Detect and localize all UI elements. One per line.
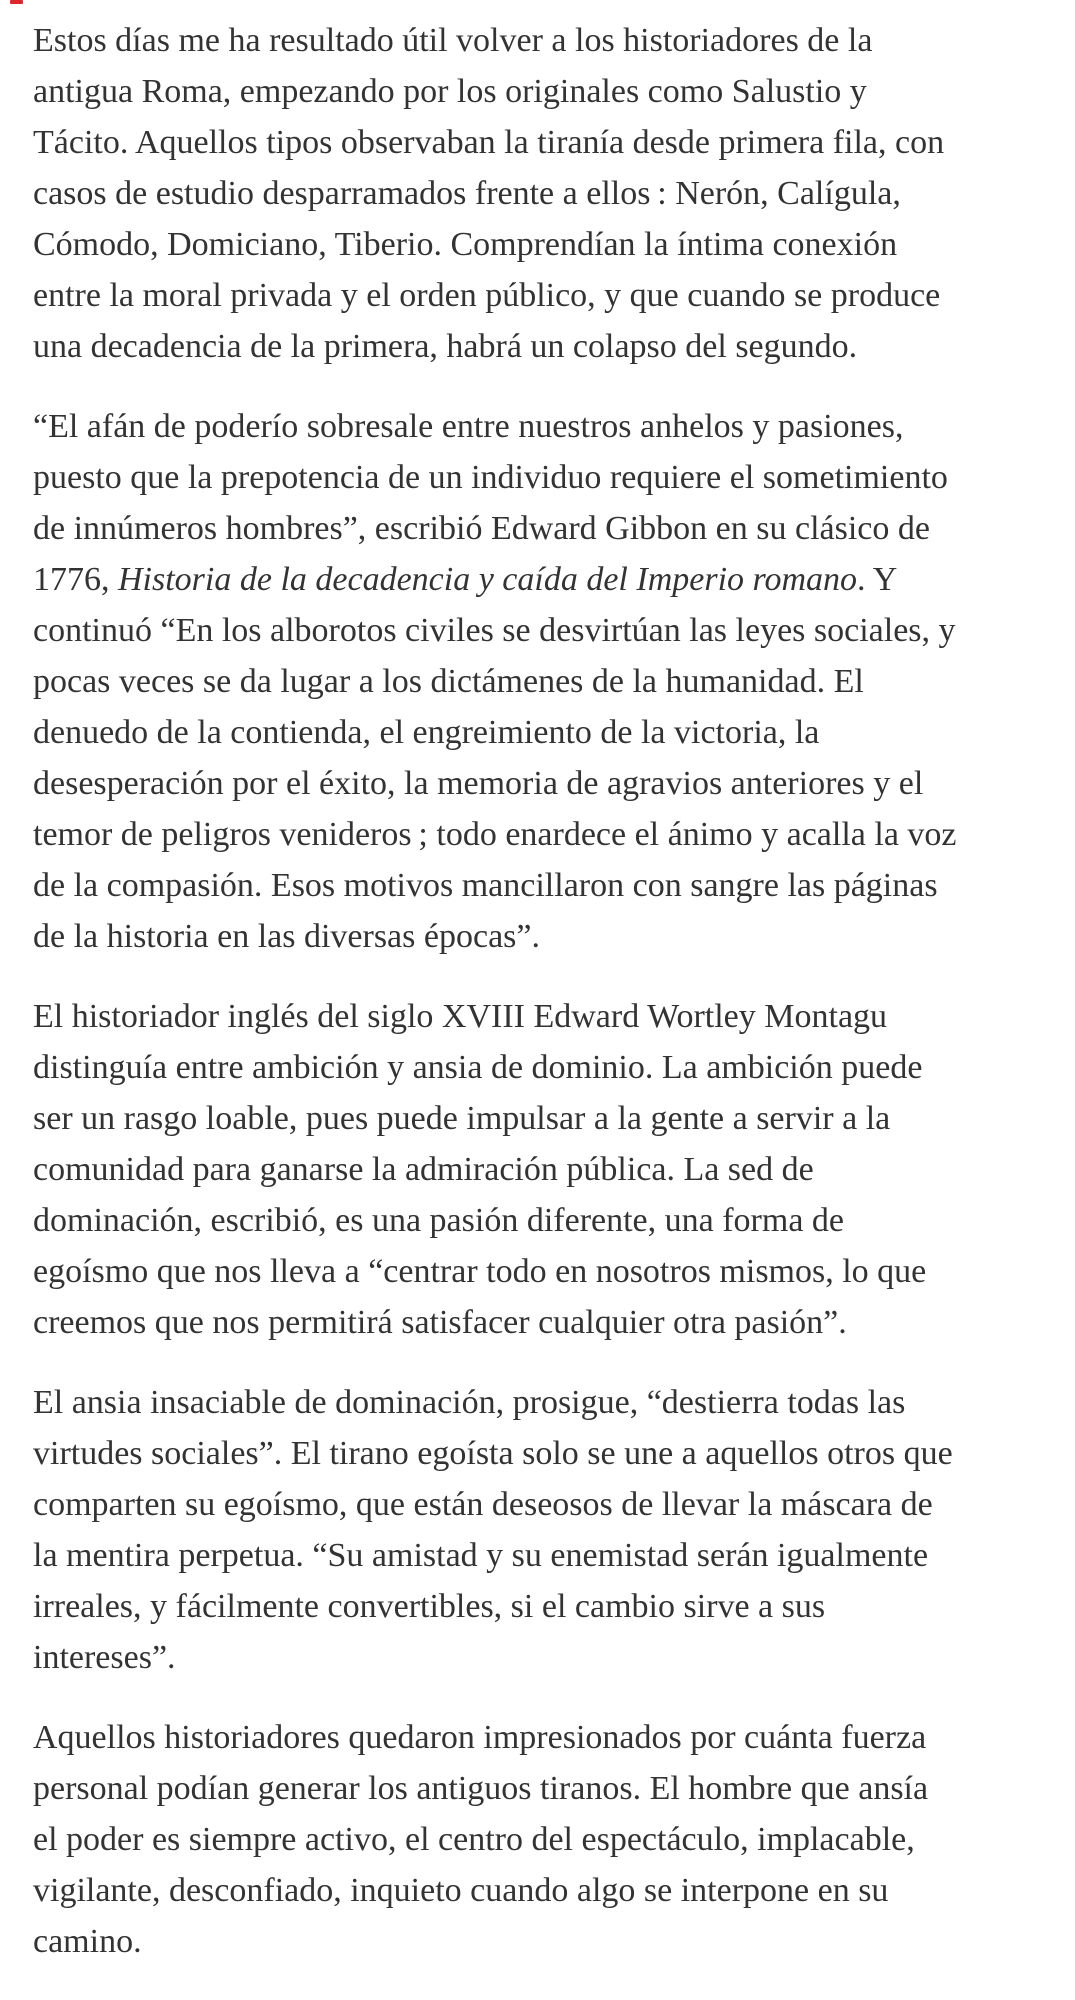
- text-segment: Cómodo, Domiciano, Tiberio. Comprendían la íntima conexión: [33, 226, 898, 263]
- paragraph: [33, 15, 1047, 372]
- text-segment: personal podían generar los antiguos tiranos. El hombre que ansía: [33, 1770, 929, 1807]
- text-segment: antigua Roma, empezando por los originales como Salustio y: [33, 73, 867, 110]
- text-segment: entre la moral privada y el orden público, y que cuando se produce: [33, 277, 941, 314]
- text-segment: “El afán de poderío sobresale entre nuestros anhelos y pasiones,: [33, 408, 904, 445]
- clipped-red-fragment: [10, 0, 23, 4]
- text-segment: camino.: [33, 1923, 142, 1960]
- text-segment: la mentira perpetua. “Su amistad y su enemistad serán igualmente: [33, 1537, 929, 1574]
- paragraph: [33, 1377, 1047, 1683]
- text-segment: intereses”.: [33, 1639, 176, 1676]
- text-segment: casos de estudio desparramados frente a ellos : Nerón, Calígula,: [33, 175, 901, 212]
- text-segment: El historiador inglés del siglo XVIII Edward Wortley Montagu: [33, 998, 888, 1035]
- text-segment: comparten su egoísmo, que están deseosos de llevar la máscara de: [33, 1486, 933, 1523]
- text-segment: temor de peligros venideros ; todo enardece el ánimo y acalla la voz: [33, 816, 957, 853]
- book-title: Historia de la decadencia y caída del Imperio romano: [118, 561, 858, 598]
- text-segment: El ansia insaciable de dominación, prosigue, “destierra todas las: [33, 1384, 906, 1421]
- text-segment: ser un rasgo loable, pues puede impulsar a la gente a servir a la: [33, 1100, 891, 1137]
- text-segment: comunidad para ganarse la admiración pública. La sed de: [33, 1151, 814, 1188]
- text-segment: puesto que la prepotencia de un individuo requiere el sometimiento: [33, 459, 948, 496]
- text-segment: distinguía entre ambición y ansia de dominio. La ambición puede: [33, 1049, 923, 1086]
- text-segment: Aquellos historiadores quedaron impresionados por cuánta fuerza: [33, 1719, 927, 1756]
- paragraph: [33, 1712, 1047, 1967]
- text-segment: dominación, escribió, es una pasión diferente, una forma de: [33, 1202, 845, 1239]
- text-segment: Estos días me ha resultado útil volver a los historiadores de la: [33, 22, 873, 59]
- text-segment: irreales, y fácilmente convertibles, si el cambio sirve a sus: [33, 1588, 826, 1625]
- text-segment: desesperación por el éxito, la memoria de agravios anteriores y el: [33, 765, 924, 802]
- paragraph: [33, 991, 1047, 1348]
- text-segment: denuedo de la contienda, el engreimiento de la victoria, la: [33, 714, 820, 751]
- text-segment: continuó “En los alborotos civiles se desvirtúan las leyes sociales, y: [33, 612, 956, 649]
- text-segment: . Y: [857, 561, 898, 598]
- text-segment: pocas veces se da lugar a los dictámenes de la humanidad. El: [33, 663, 864, 700]
- text-segment: de la historia en las diversas épocas”.: [33, 918, 540, 955]
- text-segment: vigilante, desconfiado, inquieto cuando algo se interpone en su: [33, 1872, 889, 1909]
- text-segment: 1776,: [33, 561, 118, 598]
- text-segment: de innúmeros hombres”, escribió Edward Gibbon en su clásico de: [33, 510, 930, 547]
- text-segment: creemos que nos permitirá satisfacer cualquier otra pasión”.: [33, 1304, 847, 1341]
- text-segment: el poder es siempre activo, el centro del espectáculo, implacable,: [33, 1821, 915, 1858]
- text-segment: virtudes sociales”. El tirano egoísta solo se une a aquellos otros que: [33, 1435, 953, 1472]
- text-segment: de la compasión. Esos motivos mancillaron con sangre las páginas: [33, 867, 938, 904]
- text-segment: Tácito. Aquellos tipos observaban la tiranía desde primera fila, con: [33, 124, 945, 161]
- text-segment: una decadencia de la primera, habrá un colapso del segundo.: [33, 328, 858, 365]
- paragraph: [33, 401, 1047, 962]
- text-segment: egoísmo que nos lleva a “centrar todo en nosotros mismos, lo que: [33, 1253, 927, 1290]
